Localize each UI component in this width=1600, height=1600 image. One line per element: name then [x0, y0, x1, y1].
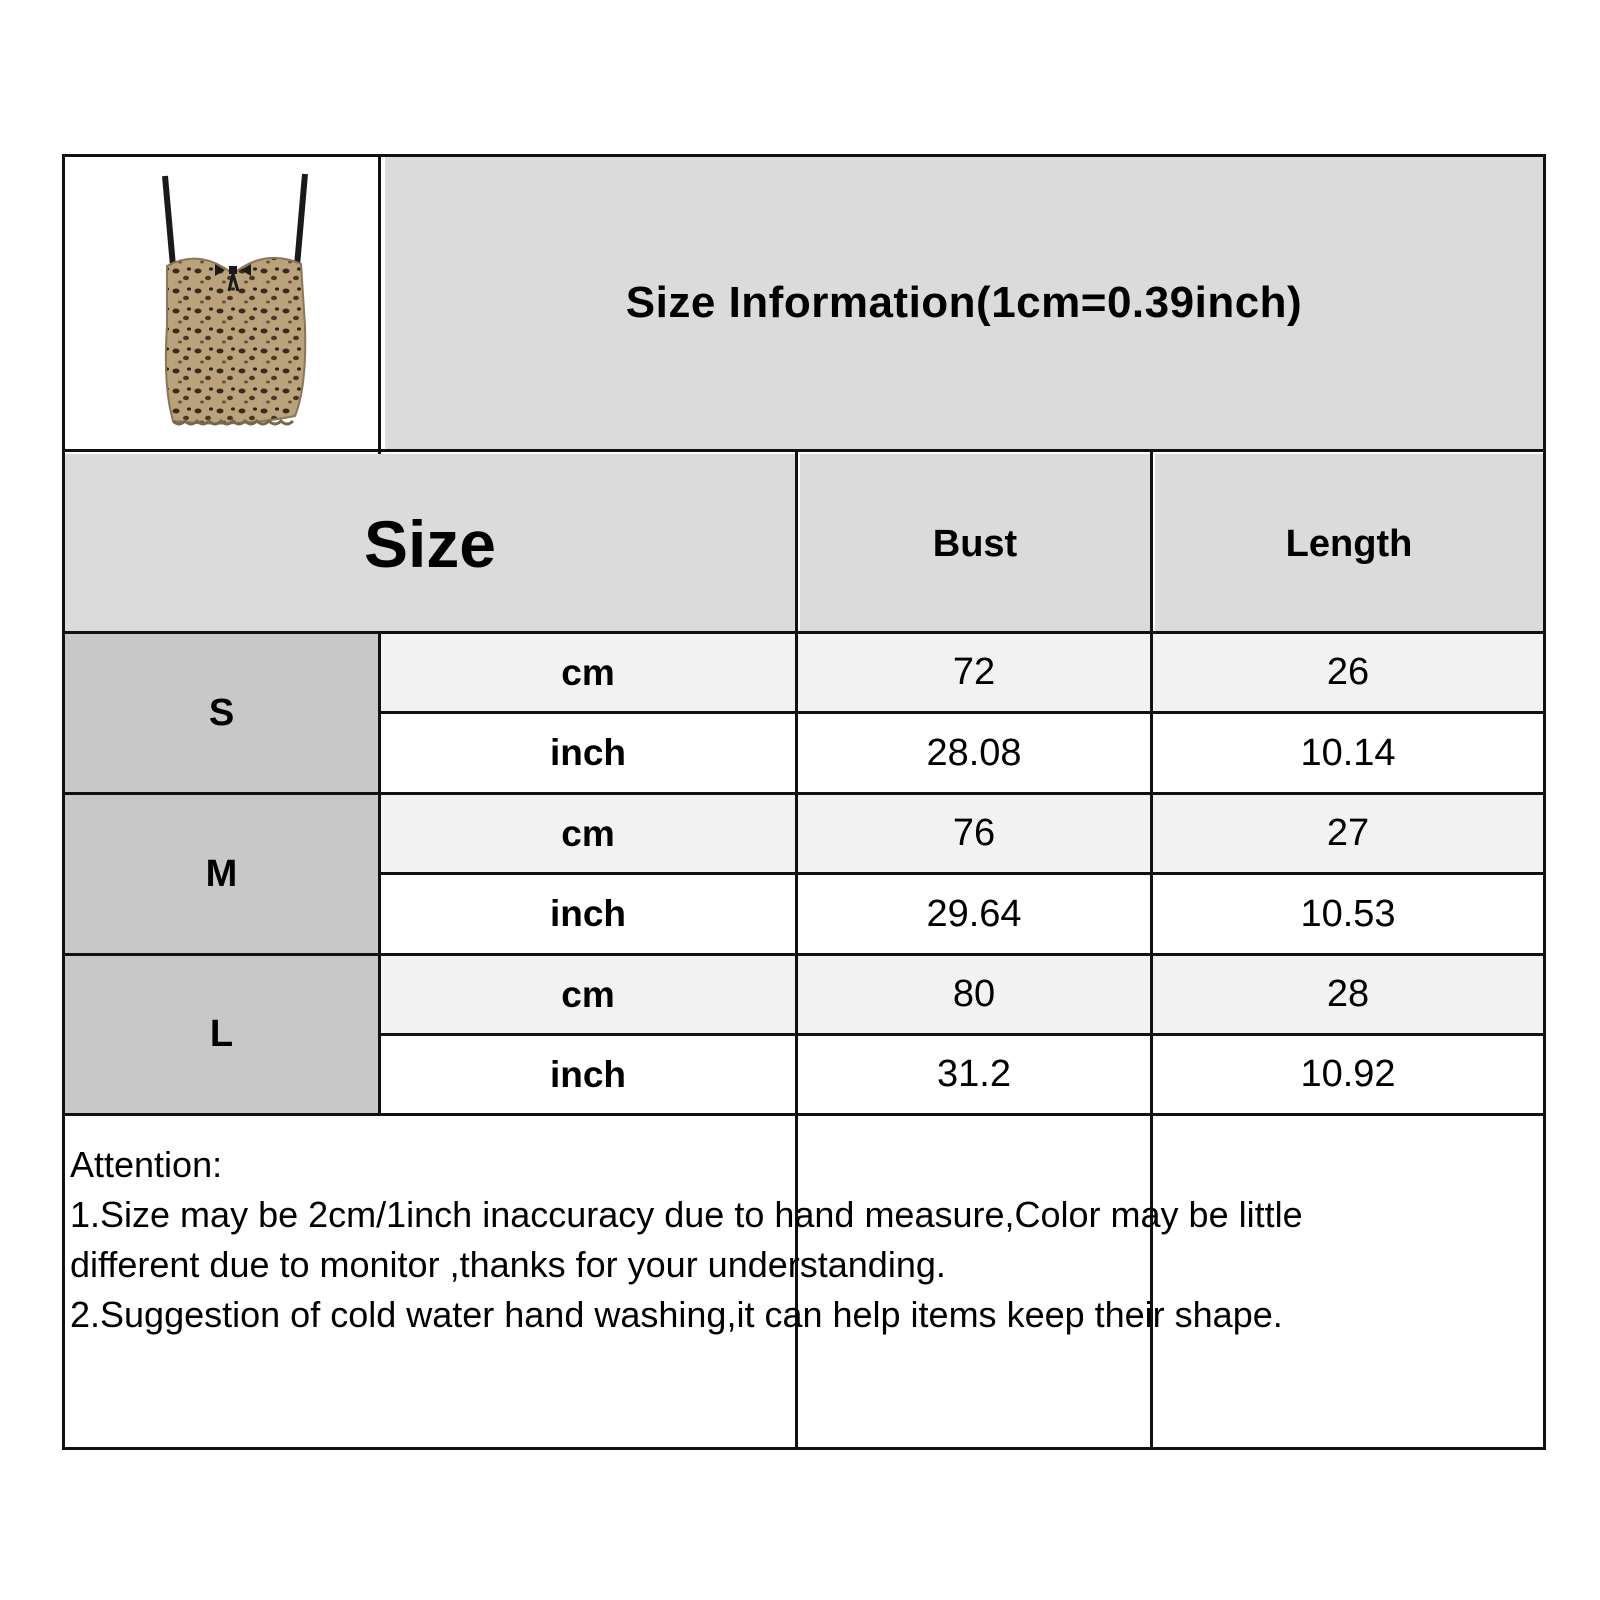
note-line: different due to monitor ,thanks for your understanding. [70, 1244, 946, 1285]
length-value: 26 [1153, 634, 1543, 711]
page-title: Size Information(1cm=0.39inch) [625, 278, 1303, 327]
length-header: Length [1285, 522, 1413, 565]
size-s-cell [65, 634, 378, 792]
length-header-cell [1155, 454, 1543, 634]
unit-label: inch [549, 732, 627, 773]
bust-value: 76 [798, 795, 1150, 872]
notes-heading: Attention: [70, 1144, 223, 1185]
bust-value: 28.08 [798, 714, 1150, 792]
bust-value: 80 [798, 956, 1150, 1033]
table-row [381, 795, 795, 872]
note-line: 1.Size may be 2cm/1inch inaccuracy due to hand measure,Color may be little [70, 1194, 1303, 1235]
leopard-camisole-icon [105, 166, 345, 446]
unit-label: cm [561, 973, 615, 1015]
size-label: M [205, 852, 238, 895]
length-value: 28 [1153, 956, 1543, 1033]
table-row [381, 875, 795, 953]
size-header-cell [65, 454, 795, 634]
note-line: 2.Suggestion of cold water hand washing,it can help items keep their shape. [70, 1294, 1283, 1335]
unit-label: inch [549, 1053, 627, 1095]
length-value: 10.92 [1153, 1036, 1543, 1113]
size-m-cell [65, 795, 378, 953]
size-l-cell [65, 956, 378, 1113]
bust-header: Bust [932, 522, 1018, 565]
attention-notes [70, 1140, 1530, 1340]
size-info-title-cell [385, 157, 1543, 449]
bust-value: 72 [798, 634, 1150, 711]
table-row [381, 634, 795, 711]
length-value: 27 [1153, 795, 1543, 872]
bust-value: 31.2 [798, 1036, 1150, 1113]
length-value: 10.53 [1153, 875, 1543, 953]
size-label: L [209, 1013, 234, 1055]
table-row [381, 714, 795, 792]
table-row [381, 956, 795, 1033]
length-value: 10.14 [1153, 714, 1543, 792]
bust-header-cell [800, 454, 1150, 634]
bust-value: 29.64 [798, 875, 1150, 953]
unit-label: cm [561, 651, 615, 693]
unit-label: cm [561, 812, 615, 854]
size-label: S [208, 691, 235, 734]
size-header: Size [363, 507, 497, 581]
product-image [65, 157, 385, 455]
table-row [381, 1036, 795, 1113]
unit-label: inch [549, 893, 627, 934]
